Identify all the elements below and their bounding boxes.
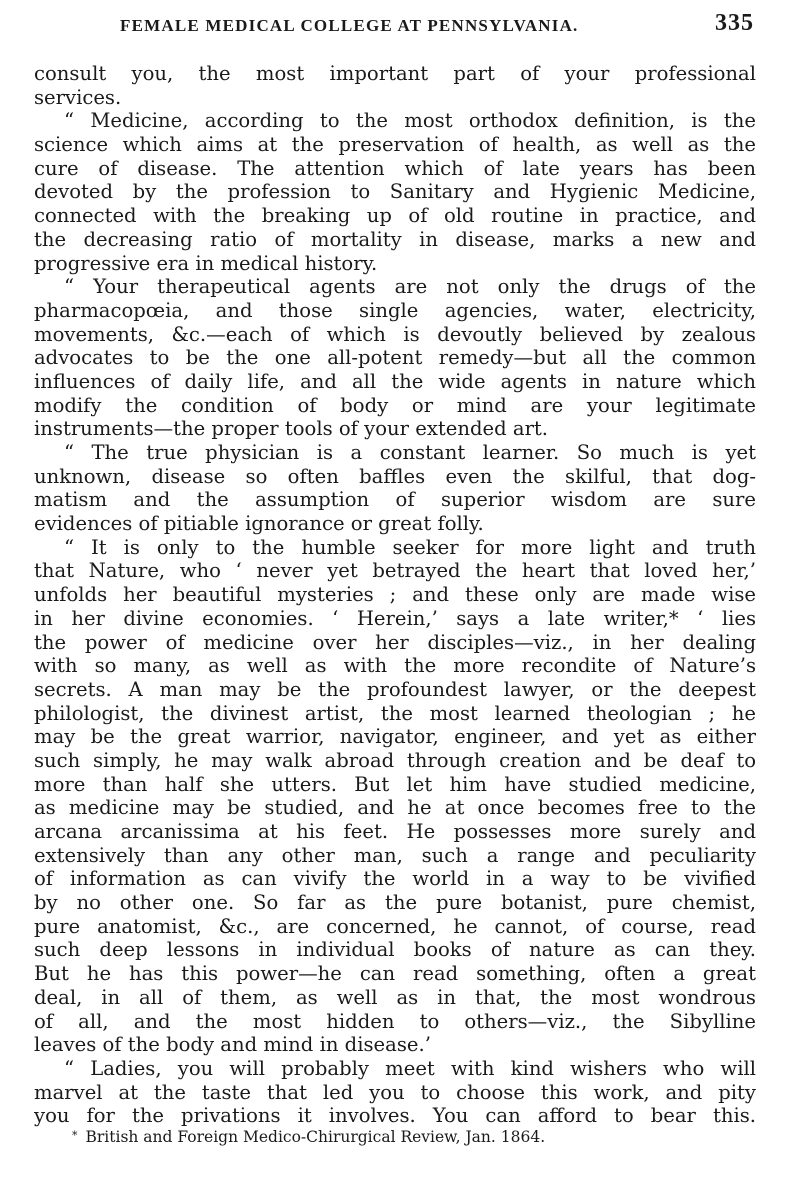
text-line: “ Medicine, according to the most orthodox definition, is the (64, 109, 756, 133)
text-line: progressive era in medical history. (34, 251, 378, 275)
text-line: such deep lessons in individual books of nature as can they. (34, 938, 756, 962)
text-line: such simply, he may walk abroad through creation and be deaf to (34, 748, 756, 772)
text-line: connected with the breaking up of old routine in practice, and (34, 204, 756, 228)
text-line: deal, in all of them, as well as in that, the most wondrous (34, 985, 756, 1009)
text-line: “ Ladies, you will probably meet with kind wishers who will (64, 1056, 756, 1080)
text-line: by no other one. So far as the pure botanist, pure chemist, (34, 891, 756, 915)
text-line: philologist, the divinest artist, the most learned theologian ; he (34, 701, 756, 725)
footnote-marker: * (72, 1129, 78, 1142)
text-line: cure of disease. The attention which of late years has been (34, 156, 756, 180)
text-line: movements, &c.—each of which is devoutly believed by zealous (34, 322, 756, 346)
text-line: the power of medicine over her disciples—viz., in her dealing (34, 630, 756, 654)
text-line: matism and the assumption of superior wisdom are sure (34, 488, 756, 512)
text-line: of information as can vivify the world in a way to be vivified (34, 867, 756, 891)
body-text (34, 62, 756, 1128)
page-number: 335 (715, 10, 754, 36)
text-line: pharmacopœia, and those single agencies, water, electricity, (34, 298, 756, 322)
text-line: “ It is only to the humble seeker for more light and truth (64, 535, 756, 559)
running-head (34, 10, 756, 44)
footnote (72, 1128, 545, 1146)
text-line: that Nature, who ‘ never yet betrayed the heart that loved her,’ (34, 559, 756, 583)
text-line: “ The true physician is a constant learner. So much is yet (64, 441, 756, 464)
text-line: pure anatomist, &c., are concerned, he cannot, of course, read (34, 914, 756, 938)
text-line: of all, and the most hidden to others—viz., the Sibylline (34, 1009, 756, 1033)
text-line: secrets. A man may be the profoundest lawyer, or the deepest (34, 677, 756, 701)
text-line: consult you, the most important part of your professional (34, 62, 756, 85)
text-line: you for the privations it involves. You can afford to bear this. (34, 1104, 756, 1128)
text-line: unfolds her beautiful mysteries ; and these only are made wise (34, 583, 756, 607)
text-line: arcana arcanissima at his feet. He possesses more surely and (34, 820, 756, 843)
footnote-text: British and Foreign Medico-Chirurgical Review, Jan. 1864. (85, 1128, 546, 1146)
text-line: But he has this power—he can read something, often a great (34, 962, 756, 986)
book-page (34, 10, 756, 1128)
running-title: FEMALE MEDICAL COLLEGE AT PENNSYLVANIA. (120, 16, 579, 35)
text-line: devoted by the profession to Sanitary and Hygienic Medicine, (34, 180, 756, 204)
text-line: in her divine economies. ‘ Herein,’ says a late writer,* ‘ lies (34, 606, 756, 630)
text-line: advocates to be the one all-potent remedy—but all the common (34, 346, 756, 370)
text-line: unknown, disease so often baffles even the skilful, that dog- (34, 464, 756, 488)
text-line: “ Your therapeutical agents are not only the drugs of the (64, 275, 756, 299)
text-line: instruments—the proper tools of your extended art. (34, 417, 549, 441)
text-line: the decreasing ratio of mortality in disease, marks a new and (34, 227, 756, 251)
text-line: may be the great warrior, navigator, engineer, and yet as either (34, 725, 756, 749)
text-line: marvel at the taste that led you to choose this work, and pity (34, 1080, 756, 1104)
text-line: leaves of the body and mind in disease.’ (34, 1033, 431, 1057)
text-line: influences of daily life, and all the wide agents in nature which (34, 369, 756, 393)
text-line: services. (34, 85, 122, 109)
text-line: evidences of pitiable ignorance or great folly. (34, 512, 484, 536)
text-line: science which aims at the preservation of health, as well as the (34, 133, 756, 157)
text-line: as medicine may be studied, and he at once becomes free to the (34, 796, 756, 820)
text-line: modify the condition of body or mind are your legitimate (34, 393, 756, 417)
text-line: more than half she utters. But let him have studied medicine, (34, 772, 756, 796)
text-line: extensively than any other man, such a range and peculiarity (34, 843, 756, 867)
text-line: with so many, as well as with the more recondite of Nature’s (34, 654, 756, 678)
